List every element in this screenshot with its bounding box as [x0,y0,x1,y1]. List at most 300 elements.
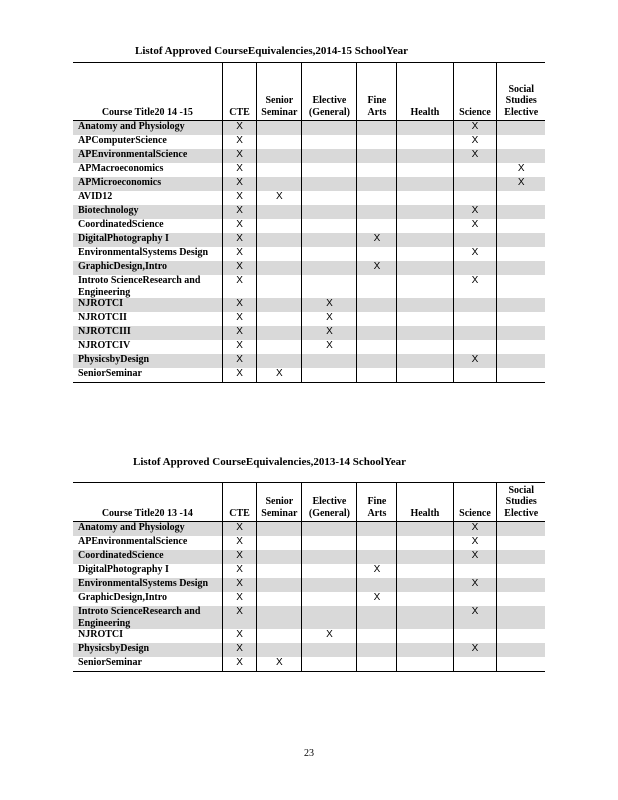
health-cell [397,163,453,177]
table-row [73,326,545,340]
course-title-cell: AVID12 [78,191,113,202]
elective-general-cell [302,135,357,149]
equivalency-mark: X [236,298,243,309]
elective-general-cell [302,340,357,354]
senior-seminar-cell [257,149,302,163]
senior-seminar-cell [257,368,302,383]
table-row [73,219,545,233]
science-cell [453,163,497,177]
health-cell [397,121,453,136]
elective-general-cell [302,592,357,606]
course-title-cell: Anatomy and Physiology [73,522,222,537]
cte-cell [222,340,257,354]
senior-seminar-cell [257,312,302,326]
equivalency-mark: X [236,191,243,202]
equivalency-mark: X [236,261,243,272]
health-cell [397,592,453,606]
column-header-senior-seminar: Senior Seminar [257,63,302,121]
table-row [73,312,545,326]
senior-seminar-cell [257,163,302,177]
course-title-cell: APMicroeconomics [73,177,222,191]
course-title-cell: APComputerScience [78,135,167,146]
fine-arts-cell [357,522,397,537]
senior-seminar-cell [257,191,302,205]
fine-arts-cell [357,149,397,163]
fine-arts-cell [357,629,397,643]
table-row [73,121,545,136]
social-studies-elective-cell [497,657,545,672]
health-cell [397,177,453,191]
elective-general-cell [302,550,357,564]
senior-seminar-cell [257,205,302,219]
course-title-cell: APEnvironmentalScience [73,149,222,163]
fine-arts-cell [357,191,397,205]
fine-arts-cell [357,298,397,312]
table-row [73,135,545,149]
science-cell [453,522,497,537]
table-row [73,592,545,606]
cte-cell [222,522,257,537]
science-cell [453,298,497,312]
science-cell [453,536,497,550]
equivalency-mark: X [326,326,333,337]
elective-general-cell [302,149,357,163]
course-title-cell: GraphicDesign,Intro [78,592,167,603]
social-studies-elective-cell [497,326,545,340]
fine-arts-cell [357,536,397,550]
fine-arts-cell [357,564,397,578]
cte-cell [222,261,257,275]
science-cell [453,592,497,606]
fine-arts-cell [357,219,397,233]
science-cell [453,550,497,564]
health-cell [397,326,453,340]
science-cell [453,275,497,298]
senior-seminar-cell [257,135,302,149]
equivalency-mark: X [326,629,333,640]
column-header-senior-seminar: Senior Seminar [257,483,302,522]
cte-cell [222,564,257,578]
science-cell [453,643,497,657]
equivalency-mark: X [236,163,243,174]
cte-cell [222,135,257,149]
fine-arts-cell [357,643,397,657]
social-studies-elective-cell [497,629,545,643]
elective-general-cell [302,233,357,247]
senior-seminar-cell [257,536,302,550]
elective-general-cell [302,177,357,191]
elective-general-cell [302,643,357,657]
science-cell [453,606,497,629]
table-row [73,629,545,643]
social-studies-elective-cell [497,247,545,261]
health-cell [397,564,453,578]
social-studies-elective-cell [497,275,545,298]
health-cell [397,261,453,275]
elective-general-cell [302,219,357,233]
social-studies-elective-cell [497,312,545,326]
elective-general-cell [302,578,357,592]
cte-cell [222,536,257,550]
header-row [73,483,545,522]
column-header-elective-general: Elective (General) [302,483,357,522]
table-row [73,368,545,383]
health-cell [397,522,453,537]
cte-cell [222,163,257,177]
cte-cell [222,219,257,233]
table-row [73,340,545,354]
equivalency-mark: X [326,312,333,323]
table-row [73,536,545,550]
social-studies-elective-cell [497,536,545,550]
science-cell [453,205,497,219]
elective-general-cell [302,564,357,578]
table-row [73,233,545,247]
column-header-cte: CTE [222,63,257,121]
equivalency-mark: X [276,657,283,668]
health-cell [397,312,453,326]
health-cell [397,219,453,233]
cte-cell [222,326,257,340]
senior-seminar-cell [257,606,302,629]
science-cell [453,177,497,191]
social-studies-elective-cell [497,219,545,233]
health-cell [397,536,453,550]
equivalency-mark: X [236,121,243,132]
fine-arts-cell [357,275,397,298]
fine-arts-cell [357,205,397,219]
social-studies-elective-cell [497,592,545,606]
table-row [73,578,545,592]
course-equivalency-table-2013-14 [73,482,545,672]
social-studies-elective-cell [497,191,545,205]
equivalency-mark: X [236,578,243,589]
table-caption-2014-15: Listof Approved CourseEquivalencies,2014-15 SchoolYear [135,45,408,57]
fine-arts-cell [357,550,397,564]
elective-general-cell [302,205,357,219]
senior-seminar-cell [257,354,302,368]
course-title-cell: NJROTCII [78,312,127,323]
science-cell [453,219,497,233]
course-title-cell: APMacroeconomics [78,163,164,174]
fine-arts-cell [357,163,397,177]
course-title-cell: NJROTCIII [73,326,222,340]
equivalency-mark: X [236,233,243,244]
science-cell [453,657,497,672]
equivalency-mark: X [236,354,243,365]
health-cell [397,233,453,247]
elective-general-cell [302,657,357,672]
social-studies-elective-cell [497,298,545,312]
course-title-cell: EnvironmentalSystems Design [73,578,222,592]
senior-seminar-cell [257,643,302,657]
cte-cell [222,629,257,643]
cte-cell [222,233,257,247]
social-studies-elective-cell [497,149,545,163]
course-title-cell: EnvironmentalSystems Design [78,247,209,258]
senior-seminar-cell [257,578,302,592]
equivalency-mark: X [471,606,479,617]
elective-general-cell [302,275,357,298]
course-equivalency-table-2014-15 [73,62,545,383]
senior-seminar-cell [257,592,302,606]
equivalency-mark: X [471,550,479,561]
column-header-social-studies-elective: Social Studies Elective [497,63,545,121]
health-cell [397,247,453,261]
senior-seminar-cell [257,657,302,672]
elective-general-cell [302,606,357,629]
column-header-course-title: Course Title20 14 -15 [73,63,222,121]
fine-arts-cell [357,261,397,275]
elective-general-cell [302,354,357,368]
social-studies-elective-cell [497,522,545,537]
senior-seminar-cell [257,177,302,191]
fine-arts-cell [357,233,397,247]
equivalency-mark: X [471,354,479,365]
table-row [73,298,545,312]
elective-general-cell [302,261,357,275]
cte-cell [222,121,257,136]
equivalency-mark: X [276,368,283,379]
fine-arts-cell [357,578,397,592]
elective-general-cell [302,629,357,643]
health-cell [397,657,453,672]
course-title-cell: NJROTCI [73,298,222,312]
senior-seminar-cell [257,326,302,340]
health-cell [397,606,453,629]
page-number: 23 [304,748,314,759]
health-cell [397,275,453,298]
elective-general-cell [302,326,357,340]
health-cell [397,149,453,163]
equivalency-mark: X [471,149,479,160]
equivalency-mark: X [236,205,243,216]
equivalency-mark: X [471,205,479,216]
health-cell [397,340,453,354]
equivalency-mark: X [471,121,479,132]
science-cell [453,135,497,149]
equivalency-mark: X [236,149,243,160]
science-cell [453,354,497,368]
science-cell [453,326,497,340]
column-header-cte: CTE [222,483,257,522]
cte-cell [222,606,257,629]
senior-seminar-cell [257,275,302,298]
social-studies-elective-cell [497,368,545,383]
table-row [73,606,545,629]
equivalency-mark: X [236,275,243,286]
fine-arts-cell [357,177,397,191]
social-studies-elective-cell [497,135,545,149]
cte-cell [222,247,257,261]
health-cell [397,368,453,383]
equivalency-mark: X [471,247,479,258]
equivalency-mark: X [236,312,243,323]
science-cell [453,340,497,354]
equivalency-mark: X [236,606,243,617]
course-title-cell: PhysicsbyDesign [73,354,222,368]
social-studies-elective-cell [497,261,545,275]
cte-cell [222,578,257,592]
social-studies-elective-cell [497,550,545,564]
science-cell [453,578,497,592]
column-header-elective-general: Elective (General) [302,63,357,121]
social-studies-elective-cell [497,354,545,368]
course-title-cell: Introto ScienceResearch and Engineering [78,275,201,298]
equivalency-mark: X [471,219,479,230]
course-title-cell: Introto ScienceResearch and Engineering [73,606,222,629]
science-cell [453,149,497,163]
equivalency-mark: X [326,340,333,351]
equivalency-mark: X [236,643,243,654]
science-cell [453,191,497,205]
table-row [73,354,545,368]
senior-seminar-cell [257,298,302,312]
social-studies-elective-cell [497,606,545,629]
social-studies-elective-cell [497,578,545,592]
equivalency-mark: X [517,177,525,188]
column-header-science: Science [453,63,497,121]
equivalency-mark: X [326,298,333,309]
science-cell [453,629,497,643]
social-studies-elective-cell [497,163,545,177]
table-row [73,643,545,657]
science-cell [453,368,497,383]
senior-seminar-cell [257,340,302,354]
column-header-fine-arts: Fine Arts [357,483,397,522]
cte-cell [222,368,257,383]
equivalency-mark: X [373,233,381,244]
fine-arts-cell [357,312,397,326]
course-title-cell: DigitalPhotography I [73,233,222,247]
equivalency-mark: X [236,522,243,533]
equivalency-mark: X [517,163,525,174]
column-header-fine-arts: Fine Arts [357,63,397,121]
fine-arts-cell [357,592,397,606]
science-cell [453,564,497,578]
senior-seminar-cell [257,121,302,136]
senior-seminar-cell [257,261,302,275]
column-header-course-title: Course Title20 13 -14 [73,483,222,522]
senior-seminar-cell [257,247,302,261]
health-cell [397,550,453,564]
cte-cell [222,592,257,606]
social-studies-elective-cell [497,121,545,136]
table-row [73,247,545,261]
health-cell [397,354,453,368]
course-title-cell: CoordinatedScience [73,550,222,564]
cte-cell [222,205,257,219]
cte-cell [222,643,257,657]
course-title-cell: Biotechnology [73,205,222,219]
table-caption-2013-14: Listof Approved CourseEquivalencies,2013-14 SchoolYear [133,456,406,468]
course-title-cell: NJROTCI [78,629,124,640]
equivalency-mark: X [236,592,243,603]
social-studies-elective-cell [497,340,545,354]
equivalency-mark: X [276,191,283,202]
senior-seminar-cell [257,233,302,247]
science-cell [453,121,497,136]
fine-arts-cell [357,121,397,136]
column-header-science: Science [453,483,497,522]
fine-arts-cell [357,354,397,368]
course-title-cell: CoordinatedScience [78,219,164,230]
table-row [73,564,545,578]
equivalency-mark: X [471,536,479,547]
cte-cell [222,177,257,191]
equivalency-mark: X [471,135,479,146]
elective-general-cell [302,121,357,136]
elective-general-cell [302,247,357,261]
equivalency-mark: X [373,592,381,603]
elective-general-cell [302,536,357,550]
equivalency-mark: X [236,177,243,188]
fine-arts-cell [357,368,397,383]
table-row [73,149,545,163]
equivalency-mark: X [236,629,243,640]
fine-arts-cell [357,326,397,340]
table-row [73,522,545,537]
elective-general-cell [302,163,357,177]
column-header-health: Health [397,483,453,522]
course-title-cell: NJROTCIV [78,340,131,351]
senior-seminar-cell [257,219,302,233]
science-cell [453,247,497,261]
health-cell [397,643,453,657]
equivalency-mark: X [236,219,243,230]
social-studies-elective-cell [497,233,545,247]
senior-seminar-cell [257,564,302,578]
equivalency-mark: X [471,578,479,589]
cte-cell [222,657,257,672]
header-row [73,63,545,121]
senior-seminar-cell [257,550,302,564]
cte-cell [222,550,257,564]
social-studies-elective-cell [497,643,545,657]
science-cell [453,312,497,326]
table-row [73,275,545,298]
elective-general-cell [302,191,357,205]
course-title-cell: DigitalPhotography I [78,564,169,575]
column-header-health: Health [397,63,453,121]
equivalency-mark: X [236,536,243,547]
elective-general-cell [302,298,357,312]
equivalency-mark: X [236,135,243,146]
elective-general-cell [302,522,357,537]
equivalency-mark: X [373,261,381,272]
equivalency-mark: X [236,368,243,379]
senior-seminar-cell [257,629,302,643]
social-studies-elective-cell [497,205,545,219]
table-row [73,261,545,275]
health-cell [397,135,453,149]
science-cell [453,233,497,247]
health-cell [397,629,453,643]
health-cell [397,191,453,205]
course-title-cell: Anatomy and Physiology [73,121,222,136]
equivalency-mark: X [236,657,243,668]
course-title-cell: SeniorSeminar [78,368,142,379]
table-row [73,657,545,672]
social-studies-elective-cell [497,564,545,578]
course-title-cell: SeniorSeminar [78,657,142,668]
social-studies-elective-cell [497,177,545,191]
course-title-cell: GraphicDesign,Intro [73,261,222,275]
cte-cell [222,149,257,163]
cte-cell [222,191,257,205]
equivalency-mark: X [471,522,479,533]
table-row [73,205,545,219]
